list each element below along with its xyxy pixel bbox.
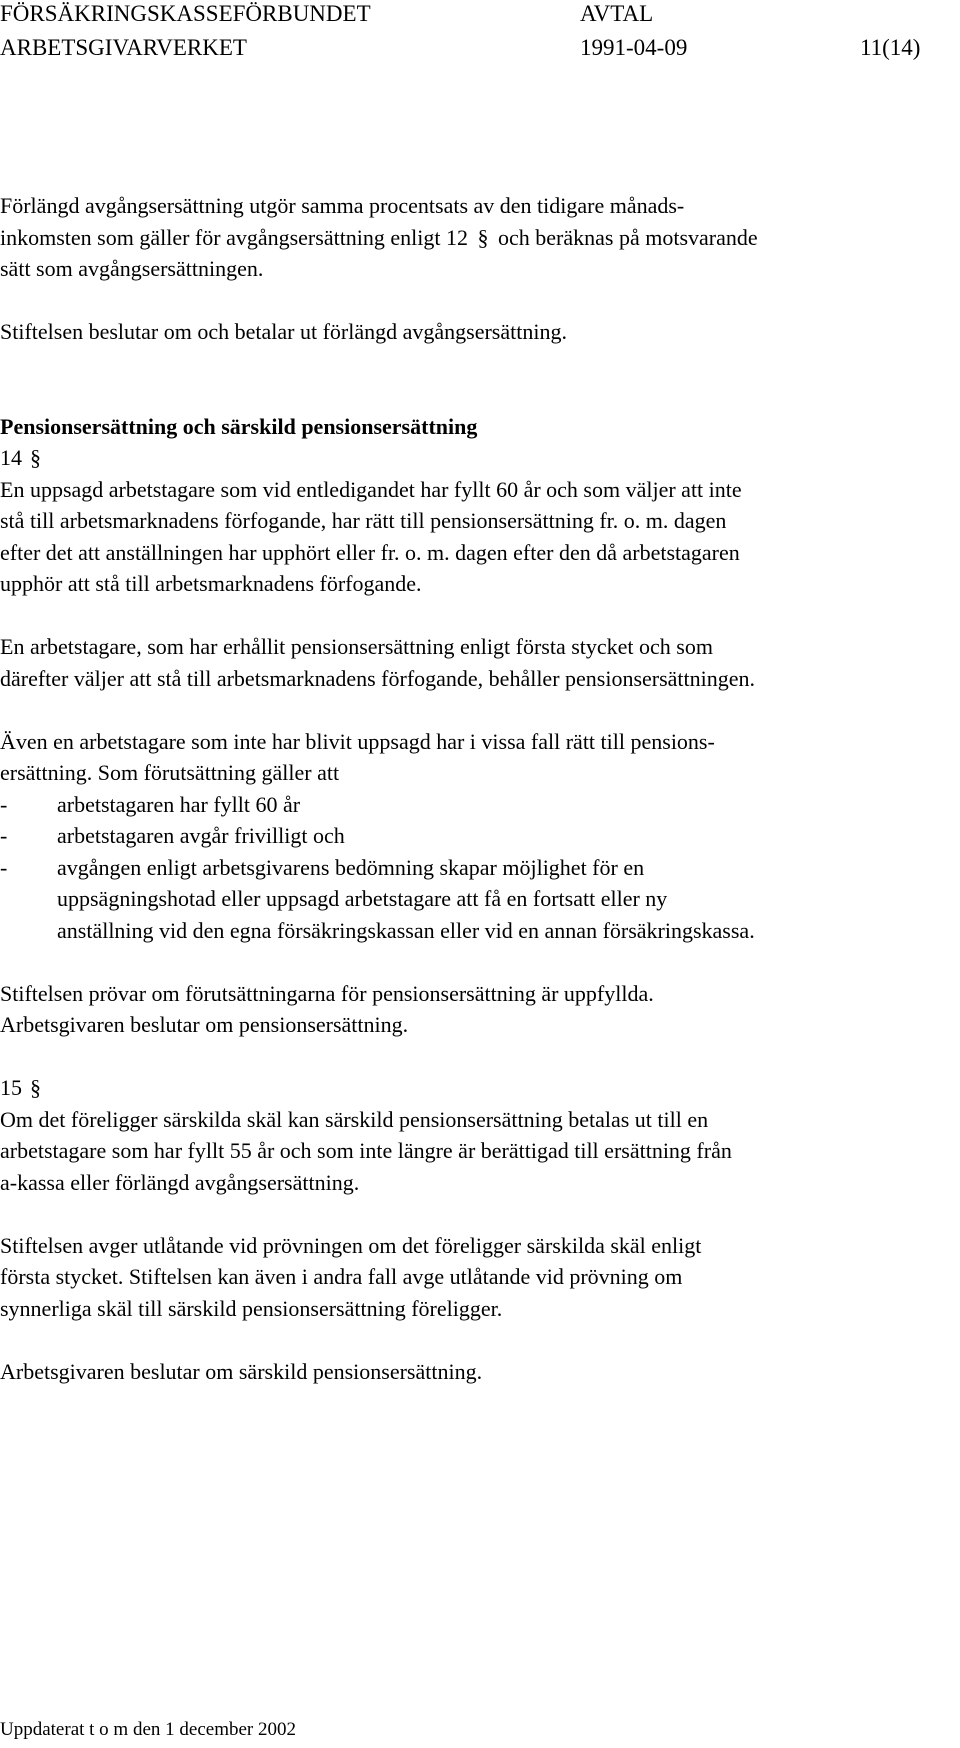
par14-paragraph-3	[0, 726, 958, 789]
text-line: Stiftelsen avger utlåtande vid prövningen om det föreligger särskilda skäl enligt	[0, 1232, 702, 1258]
list-item	[0, 852, 958, 947]
text-line: Förlängd avgångsersättning utgör samma procentsats av den tidigare månads-	[0, 193, 685, 218]
list-item	[0, 820, 958, 852]
text-line: inkomsten som gäller för avgångsersättning enligt 12	[0, 224, 469, 250]
text-line: stå till arbetsmarknadens förfogande, har rätt till pensionsersättning fr. o. m. dagen	[0, 508, 727, 533]
text-line: första stycket. Stiftelsen kan även i andra fall avge utlåtande vid prövning om	[0, 1264, 683, 1289]
text-line: arbetstagaren avgår frivilligt och	[57, 823, 345, 848]
text-line: efter det att anställningen har upphört eller fr. o. m. dagen efter den då arbetstagaren	[0, 539, 740, 565]
header-org-line1: FÖRSÄKRINGSKASSEFÖRBUNDET	[0, 1, 371, 26]
paragraph-number-15	[0, 1072, 958, 1104]
condition-list	[0, 789, 958, 947]
list-item	[0, 789, 958, 821]
text-line: synnerliga skäl till särskild pensionsersättning föreligger.	[0, 1295, 503, 1321]
dash-bullet: -	[0, 823, 8, 848]
text-line: Stiftelsen prövar om förutsättningarna för pensionsersättning är uppfyllda.	[0, 980, 654, 1006]
text-line: avgången enligt arbetsgivarens bedömning skapar möjlighet för en	[57, 854, 645, 880]
par14-paragraph-4	[0, 978, 958, 1041]
text-line: ersättning. Som förutsättning gäller att	[0, 760, 340, 785]
section-sign-icon: §	[30, 445, 41, 470]
text-line: Även en arbetstagare som inte har blivit uppsagd har i vissa fall rätt till pensions-	[0, 728, 715, 754]
par15-paragraph-1	[0, 1104, 958, 1199]
text-line: upphör att stå till arbetsmarknadens förfogande.	[0, 571, 422, 596]
page-footer: Uppdaterat t o m den 1 december 2002	[0, 1719, 296, 1740]
text-line: Arbetsgivaren beslutar om pensionsersättning.	[0, 1012, 409, 1037]
text-line: uppsägningshotad eller uppsagd arbetstagare att få en fortsatt eller ny	[57, 886, 668, 911]
document-body	[0, 190, 958, 1387]
text-line: En arbetstagare, som har erhållit pensionsersättning enligt första stycket och som	[0, 634, 713, 659]
section-heading: Pensionsersättning och särskild pensionsersättning	[0, 413, 478, 439]
header-doc-type: AVTAL	[580, 1, 654, 26]
text-line: arbetstagare som har fyllt 55 år och som inte längre är berättigad till ersättning från	[0, 1138, 732, 1163]
dash-bullet: -	[0, 791, 8, 817]
paragraph-number: 15	[0, 1075, 22, 1100]
text-line: arbetstagaren har fyllt 60 år	[57, 791, 301, 817]
section-sign-icon: §	[477, 224, 489, 250]
intro-paragraph-2: Stiftelsen beslutar om och betalar ut förlängd avgångsersättning.	[0, 319, 567, 344]
header-date: 1991-04-09	[580, 35, 688, 60]
dash-bullet: -	[0, 854, 8, 880]
par15-paragraph-2	[0, 1230, 958, 1325]
text-line: En uppsagd arbetstagare som vid entledigandet har fyllt 60 år och som väljer att inte	[0, 476, 742, 502]
text-line: därefter väljer att stå till arbetsmarknadens förfogande, behåller pensionsersättningen.	[0, 665, 756, 691]
text-line: och beräknas på motsvarande	[498, 224, 758, 250]
intro-paragraph-1	[0, 190, 958, 285]
text-line: anställning vid den egna försäkringskassan eller vid en annan försäkringskassa.	[57, 917, 755, 943]
par14-paragraph-1	[0, 474, 958, 600]
paragraph-number-14	[0, 442, 958, 474]
text-line: sätt som avgångsersättningen.	[0, 256, 264, 281]
text-line: a-kassa eller förlängd avgångsersättning.	[0, 1169, 360, 1195]
par14-paragraph-2	[0, 631, 958, 694]
text-line: Om det föreligger särskilda skäl kan särskild pensionsersättning betalas ut till en	[0, 1106, 709, 1132]
header-org-line2: ARBETSGIVARVERKET	[0, 35, 247, 60]
par15-paragraph-3: Arbetsgivaren beslutar om särskild pensionsersättning.	[0, 1358, 483, 1384]
paragraph-number: 14	[0, 445, 22, 470]
header-page-number: 11(14)	[860, 35, 921, 60]
section-sign-icon: §	[30, 1075, 41, 1100]
